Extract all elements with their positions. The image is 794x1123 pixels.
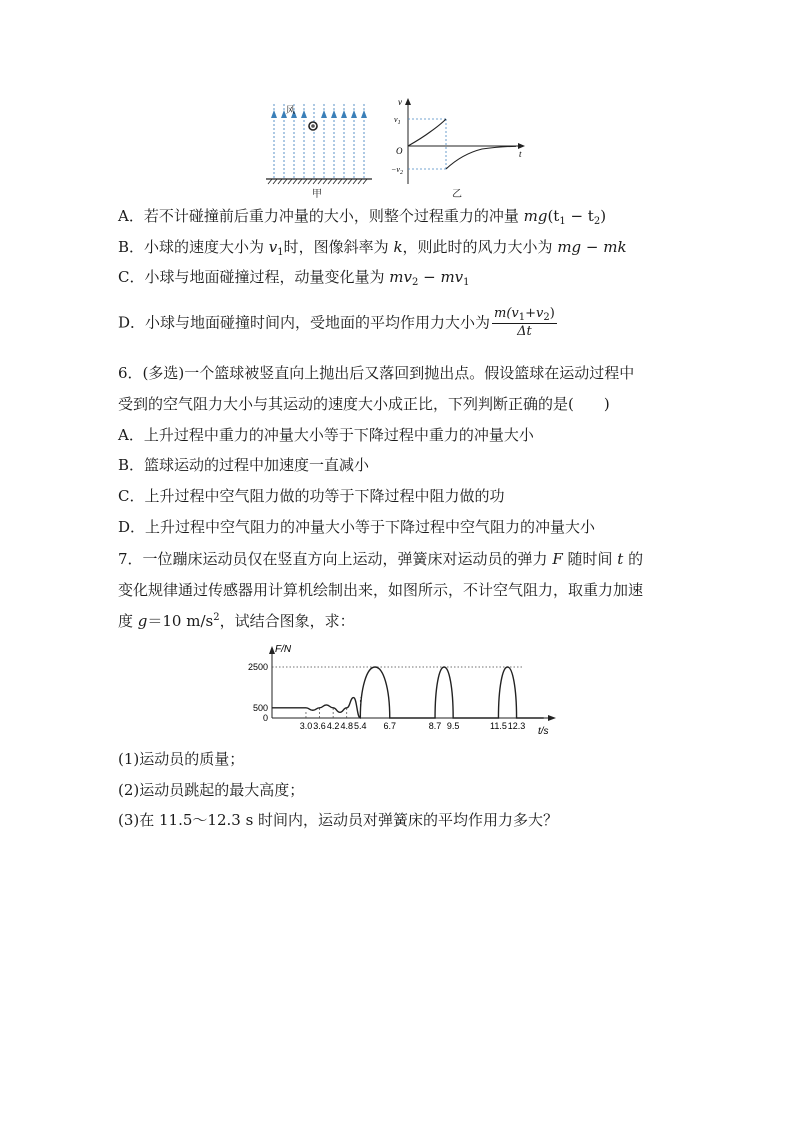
caption-jia: 甲 (312, 189, 322, 200)
q6-option-a[interactable]: A．上升过程中重力的冲量大小等于下降过程中重力的冲量大小 (118, 426, 534, 444)
q6-option-d[interactable]: D．上升过程中空气阻力的冲量大小等于下降过程中空气阻力的冲量大小 (118, 518, 596, 536)
figure-vt-graph (390, 94, 530, 200)
q5-option-c[interactable]: C．小球与地面碰撞过程，动量变化量为 $mv_2 - mv_1$ (118, 268, 470, 288)
q7-sub1: (1)运动员的质量； (118, 750, 245, 768)
q6-stem-line1: 6．(多选)一个篮球被竖直向上抛出后又落回到抛出点。假设篮球在运动过程中 (118, 364, 635, 382)
axis-v-label: v (398, 97, 402, 107)
x-tick-label: 8.7 (428, 721, 442, 731)
q7-stem-line2: 变化规律通过传感器用计算机绘制出来，如图所示，不计空气阻力，取重力加速 (118, 581, 644, 599)
x-tick-label: 4.2 (326, 721, 340, 731)
x-axis-label: t/s (538, 726, 549, 737)
force-curve (272, 667, 544, 718)
x-axis-arrow (548, 715, 556, 721)
fraction: $\frac{m(v_1+v_2)}{\Delta t}$ (494, 306, 555, 339)
tick-v2: $-v_2$ (391, 165, 403, 176)
q6-option-c[interactable]: C．上升过程中空气阻力做的功等于下降过程中阻力做的功 (118, 487, 505, 505)
tick-v1: $v_1$ (394, 115, 401, 126)
wind-label: 风 (286, 105, 296, 115)
y-tick-label: 0 (262, 713, 268, 723)
q7-stem-line3: 度 g＝10 $m/s^2$，试结合图象，求： (118, 612, 355, 630)
caption-yi: 乙 (452, 189, 462, 200)
q7-sub3: (3)在 11.5～12.3 s 时间内，运动员对弹簧床的平均作用力多大？ (118, 811, 559, 829)
x-tick-label: 3.6 (313, 721, 326, 731)
x-tick-label: 11.5 (490, 721, 507, 731)
q5-option-a[interactable]: A．若不计碰撞前后重力冲量的大小，则整个过程重力的冲量 $mg(t_1 - t_2)$ (118, 207, 607, 227)
x-tick-label: 4.8 (340, 721, 353, 731)
axis-t-label: t (519, 149, 522, 159)
vt-curve-rise (408, 119, 446, 146)
y-axis-label: F/N (275, 644, 292, 655)
q6-option-b[interactable]: B．篮球运动的过程中加速度一直减小 (118, 456, 370, 474)
q7-stem-line1: 7．一位蹦床运动员仅在竖直方向上运动，弹簧床对运动员的弹力 F 随时间 t 的 (118, 550, 644, 568)
q6-stem-line2: 受到的空气阻力大小与其运动的速度大小成正比，下列判断正确的是( ) (118, 395, 610, 413)
x-tick-label: 5.4 (354, 721, 367, 731)
figure-wind-ball (262, 94, 378, 200)
q5-option-d[interactable]: D．小球与地面碰撞时间内，受地面的平均作用力大小为 $\frac{m(v_1+v_2)}{\Delta t}$ (118, 306, 555, 339)
q7-sub2: (2)运动员跳起的最大高度； (118, 781, 305, 799)
x-tick-label: 3.0 (299, 721, 313, 731)
x-tick-label: 9.5 (446, 721, 460, 731)
q5-option-b[interactable]: B．小球的速度大小为 $v_1$时，图像斜率为 k，则此时的风力大小为 mg − mk (118, 238, 627, 258)
force-time-chart (236, 640, 566, 740)
vt-curve-return (446, 146, 516, 169)
x-tick-label: 12.3 (507, 721, 526, 731)
y-tick-label: 2500 (247, 662, 268, 672)
origin-label: O (396, 146, 403, 156)
x-tick-label: 6.7 (383, 721, 397, 731)
y-tick-label: 500 (252, 702, 268, 713)
